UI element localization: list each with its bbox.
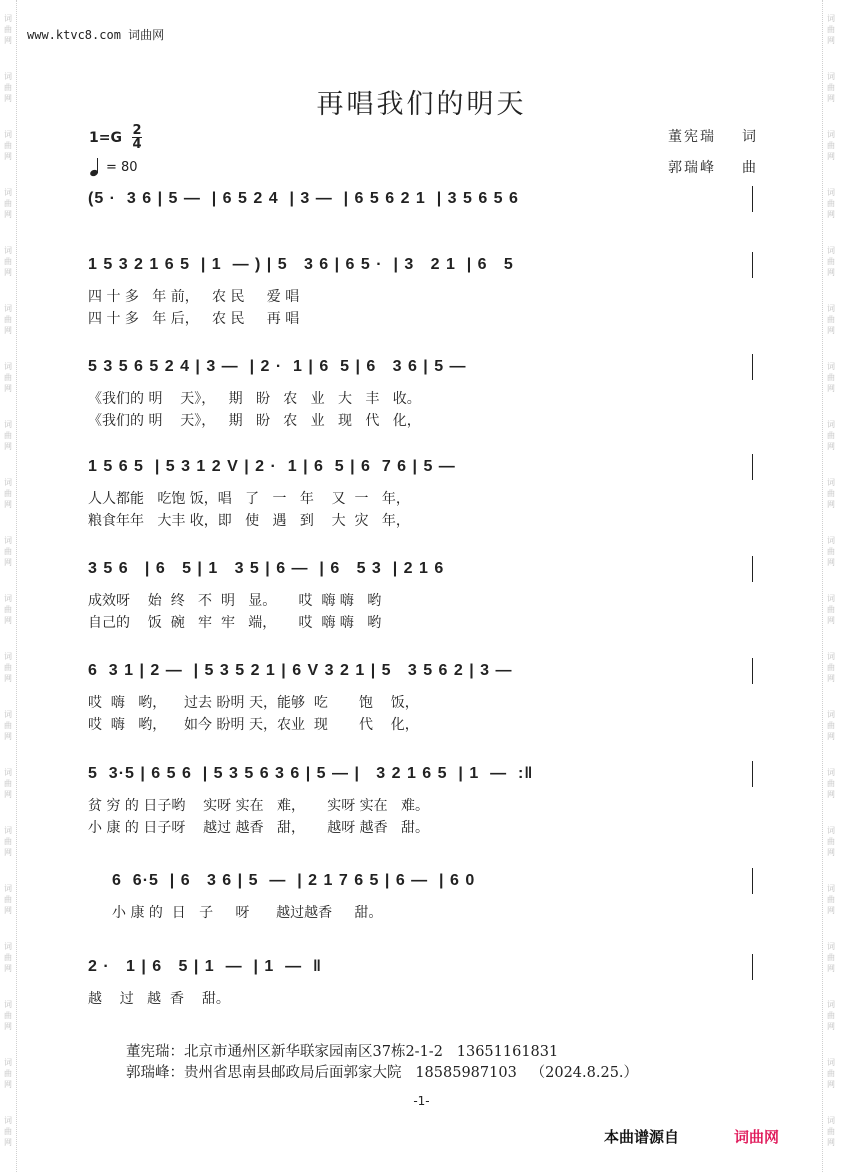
lyric-verse-1: 四 十 多 年 前， 农 民 爱 唱 [88,289,300,305]
quarter-note-icon [90,158,102,176]
watermark-char: 词 [827,941,835,951]
watermark-char: 曲 [827,1068,835,1078]
watermark-left [0,0,17,1172]
notation-line: 3 5 6 | 6 5 | 1 3 5 | 6 — | 6 5 3 | 2 1 6 [88,560,445,577]
watermark-char: 网 [4,35,12,45]
watermark-char: 网 [827,615,835,625]
watermark-char: 词 [827,477,835,487]
watermark-char: 曲 [4,140,12,150]
watermark-char: 网 [4,209,12,219]
watermark-char: 曲 [4,372,12,382]
watermark-char: 网 [827,325,835,335]
watermark-group [0,580,16,638]
notation-line: 5 3·5 | 6 5 6 | 5 3 5 6 3 6 | 5 — | 3 2 1 6 5 | 1 — :‖ [88,765,534,782]
notation-line: 2 · 1 | 6 5 | 1 — | 1 — ‖ [88,958,323,975]
watermark-group [0,986,16,1044]
watermark-char: 词 [4,245,12,255]
watermark-char: 曲 [827,488,835,498]
watermark-char: 词 [4,1057,12,1067]
watermark-char: 网 [827,1021,835,1031]
watermark-char: 词 [827,419,835,429]
watermark-char: 词 [827,303,835,313]
tempo-marking [90,158,138,176]
watermark-char: 词 [827,1115,835,1125]
site-name: 词曲网 [128,28,165,42]
watermark-char: 曲 [4,488,12,498]
watermark-char: 网 [4,93,12,103]
watermark-char: 词 [4,361,12,371]
watermark-char: 网 [4,1137,12,1147]
watermark-char: 曲 [4,198,12,208]
watermark-group [823,638,839,696]
watermark-char: 曲 [827,546,835,556]
watermark-char: 网 [4,905,12,915]
lyric-verse-2: 粮食年年 大丰 收，即 使 遇 到 大 灾 年， [88,513,410,529]
watermark-char: 词 [4,187,12,197]
staff-end-barline [752,658,753,684]
watermark-char: 词 [827,1057,835,1067]
watermark-group [0,116,16,174]
watermark-char: 曲 [4,24,12,34]
watermark-char: 词 [4,825,12,835]
watermark-char: 网 [827,731,835,741]
watermark-group [823,464,839,522]
watermark-group [823,580,839,638]
watermark-char: 网 [827,267,835,277]
watermark-group [823,754,839,812]
key-label: 1=G [89,129,122,146]
watermark-group [823,232,839,290]
watermark-char: 曲 [4,952,12,962]
watermark-char: 曲 [4,546,12,556]
watermark-char: 网 [4,963,12,973]
watermark-group [823,1102,839,1160]
lyric-verse-1: 人人都能 吃饱 饭，唱 了 一 年 又 一 年， [88,491,410,507]
watermark-group [823,812,839,870]
site-header[interactable] [27,26,164,43]
footer-line-2: 郭瑞峰：贵州省思南县邮政局后面郭家大院 18585987103 （2024.8.25.） [126,1065,639,1081]
watermark-group [823,290,839,348]
staff-end-barline [752,954,753,980]
source-attribution [604,1126,779,1147]
watermark-char: 词 [4,303,12,313]
watermark-char: 词 [4,477,12,487]
lyricist-name: 董宪瑞 [668,129,716,145]
watermark-char: 词 [4,129,12,139]
staff-end-barline [752,761,753,787]
watermark-group [0,696,16,754]
watermark-char: 网 [4,151,12,161]
lyric-verse-1: 成效呀 始 终 不 明 显。 哎 嗨 嗨 哟 [88,593,382,609]
notation-line: (5 · 3 6 | 5 — | 6 5 2 4 | 3 — | 6 5 6 2 1 | 3 5 6 5 6 [88,190,519,207]
watermark-char: 曲 [4,1126,12,1136]
watermark-char: 词 [4,767,12,777]
tempo-value: = 80 [106,159,138,175]
watermark-char: 词 [4,709,12,719]
watermark-char: 曲 [827,24,835,34]
composer-role: 曲 [742,160,758,176]
watermark-right [822,0,839,1172]
notation-line: 5 3 5 6 5 2 4 | 3 — | 2 · 1 | 6 5 | 6 3 6 | 5 — [88,358,467,375]
staff-end-barline [752,868,753,894]
time-signature [132,124,142,151]
watermark-char: 网 [827,789,835,799]
page-number: -1- [413,1094,430,1108]
watermark-group [823,696,839,754]
watermark-group [0,290,16,348]
watermark-group [0,928,16,986]
watermark-char: 曲 [4,256,12,266]
watermark-char: 网 [4,731,12,741]
watermark-char: 曲 [827,314,835,324]
watermark-char: 曲 [4,778,12,788]
lyricist-credit [668,126,758,146]
watermark-char: 网 [827,441,835,451]
watermark-char: 曲 [827,256,835,266]
watermark-char: 网 [827,847,835,857]
watermark-char: 词 [827,361,835,371]
watermark-group [0,870,16,928]
watermark-char: 网 [4,557,12,567]
lyricist-role: 词 [742,129,758,145]
watermark-group [823,348,839,406]
watermark-char: 曲 [4,82,12,92]
watermark-group [0,638,16,696]
time-bottom: 4 [132,137,142,152]
watermark-group [0,812,16,870]
time-top: 2 [132,123,142,138]
watermark-char: 网 [4,789,12,799]
watermark-char: 曲 [827,1126,835,1136]
watermark-char: 词 [4,13,12,23]
song-title: 再唱我们的明天 [316,89,527,120]
watermark-char: 词 [827,825,835,835]
watermark-char: 网 [827,209,835,219]
watermark-char: 词 [827,535,835,545]
watermark-char: 曲 [827,778,835,788]
notation-line: 1 5 6 5 | 5 3 1 2 V | 2 · 1 | 6 5 | 6 7 6 | 5 — [88,458,456,475]
watermark-char: 曲 [827,836,835,846]
watermark-char: 曲 [4,662,12,672]
watermark-char: 曲 [4,836,12,846]
watermark-char: 词 [4,941,12,951]
watermark-char: 网 [4,383,12,393]
watermark-char: 网 [827,151,835,161]
staff-end-barline [752,454,753,480]
watermark-char: 词 [827,129,835,139]
watermark-char: 曲 [827,140,835,150]
watermark-char: 曲 [827,720,835,730]
watermark-group [823,174,839,232]
lyric-verse-1: 哎 嗨 哟， 过去 盼明 天，能够 吃 饱 饭， [88,695,419,711]
staff-end-barline [752,354,753,380]
watermark-char: 词 [827,883,835,893]
watermark-char: 网 [827,963,835,973]
source-label: 本曲谱源自 [604,1128,680,1146]
watermark-char: 曲 [4,604,12,614]
watermark-char: 曲 [4,720,12,730]
watermark-char: 网 [4,325,12,335]
lyric-verse-1: 越 过 越 香 甜。 [88,991,230,1007]
watermark-group [0,406,16,464]
watermark-group [0,754,16,812]
watermark-char: 曲 [4,1068,12,1078]
watermark-char: 网 [827,35,835,45]
watermark-char: 网 [4,267,12,277]
watermark-group [823,986,839,1044]
watermark-char: 曲 [827,894,835,904]
notation-line: 6 3 1 | 2 — | 5 3 5 2 1 | 6 V 3 2 1 | 5 3 5 6 2 | 3 — [88,662,513,679]
notation-line: 1 5 3 2 1 6 5 | 1 — ) | 5 3 6 | 6 5 · | 3 2 1 | 6 5 [88,256,514,273]
watermark-char: 网 [827,93,835,103]
watermark-char: 网 [4,615,12,625]
watermark-char: 曲 [827,198,835,208]
watermark-group [0,0,16,58]
watermark-char: 网 [4,1021,12,1031]
watermark-char: 曲 [827,662,835,672]
watermark-char: 词 [4,999,12,1009]
watermark-group [0,464,16,522]
notation-line: 6 6·5 | 6 3 6 | 5 — | 2 1 7 6 5 | 6 — | 6 0 [112,872,476,889]
staff-end-barline [752,252,753,278]
watermark-group [0,1102,16,1160]
watermark-char: 词 [827,71,835,81]
watermark-char: 词 [4,593,12,603]
watermark-char: 词 [4,1115,12,1125]
watermark-char: 曲 [4,1010,12,1020]
watermark-char: 网 [4,673,12,683]
watermark-char: 曲 [4,314,12,324]
watermark-group [0,232,16,290]
footer-line-1: 董宪瑞：北京市通州区新华联家园南区37栋2-1-2 13651161831 [126,1044,559,1060]
watermark-char: 词 [4,71,12,81]
staff-end-barline [752,556,753,582]
staff-end-barline [752,186,753,212]
lyric-verse-2: 《我们的 明 天》， 期 盼 农 业 现 代 化， [88,413,421,429]
watermark-char: 网 [4,441,12,451]
watermark-char: 曲 [4,430,12,440]
watermark-group [823,0,839,58]
watermark-char: 网 [4,847,12,857]
composer-credit [668,157,758,177]
lyric-verse-2: 四 十 多 年 后， 农 民 再 唱 [88,311,300,327]
watermark-char: 网 [4,499,12,509]
composer-name: 郭瑞峰 [668,160,716,176]
lyric-verse-1: 贫 穷 的 日子哟 实呀 实在 难， 实呀 实在 难。 [88,798,430,814]
watermark-char: 网 [827,499,835,509]
lyric-verse-2: 小 康 的 日子呀 越过 越香 甜， 越呀 越香 甜。 [88,820,430,836]
watermark-char: 曲 [827,1010,835,1020]
watermark-char: 词 [4,419,12,429]
watermark-char: 词 [827,709,835,719]
lyric-verse-2: 哎 嗨 哟， 如今 盼明 天，农业 现 代 化， [88,717,419,733]
watermark-char: 网 [827,557,835,567]
watermark-char: 曲 [827,82,835,92]
watermark-char: 词 [827,187,835,197]
watermark-char: 词 [4,651,12,661]
watermark-char: 词 [4,535,12,545]
watermark-char: 曲 [827,604,835,614]
watermark-group [823,406,839,464]
watermark-char: 网 [827,673,835,683]
watermark-group [823,522,839,580]
watermark-char: 词 [827,245,835,255]
watermark-char: 词 [827,593,835,603]
watermark-group [0,522,16,580]
watermark-char: 网 [827,1079,835,1089]
watermark-char: 词 [4,883,12,893]
watermark-char: 网 [827,383,835,393]
watermark-char: 网 [827,905,835,915]
watermark-char: 词 [827,13,835,23]
watermark-group [823,116,839,174]
lyric-verse-1: 《我们的 明 天》， 期 盼 农 业 大 丰 收。 [88,391,421,407]
source-brand[interactable]: 词曲网 [734,1128,780,1146]
watermark-group [0,348,16,406]
lyric-verse-1: 小 康 的 日 子 呀 越过越香 甜。 [112,905,383,921]
watermark-char: 网 [4,1079,12,1089]
watermark-char: 网 [827,1137,835,1147]
watermark-char: 词 [827,767,835,777]
watermark-group [823,870,839,928]
watermark-char: 曲 [827,430,835,440]
watermark-group [0,174,16,232]
watermark-char: 词 [827,999,835,1009]
watermark-char: 曲 [827,952,835,962]
lyric-verse-2: 自己的 饭 碗 牢 牢 端， 哎 嗨 嗨 哟 [88,615,382,631]
site-url[interactable]: www.ktvc8.com [27,28,121,42]
watermark-char: 词 [827,651,835,661]
watermark-char: 曲 [827,372,835,382]
watermark-group [823,928,839,986]
watermark-char: 曲 [4,894,12,904]
key-signature [89,124,142,151]
